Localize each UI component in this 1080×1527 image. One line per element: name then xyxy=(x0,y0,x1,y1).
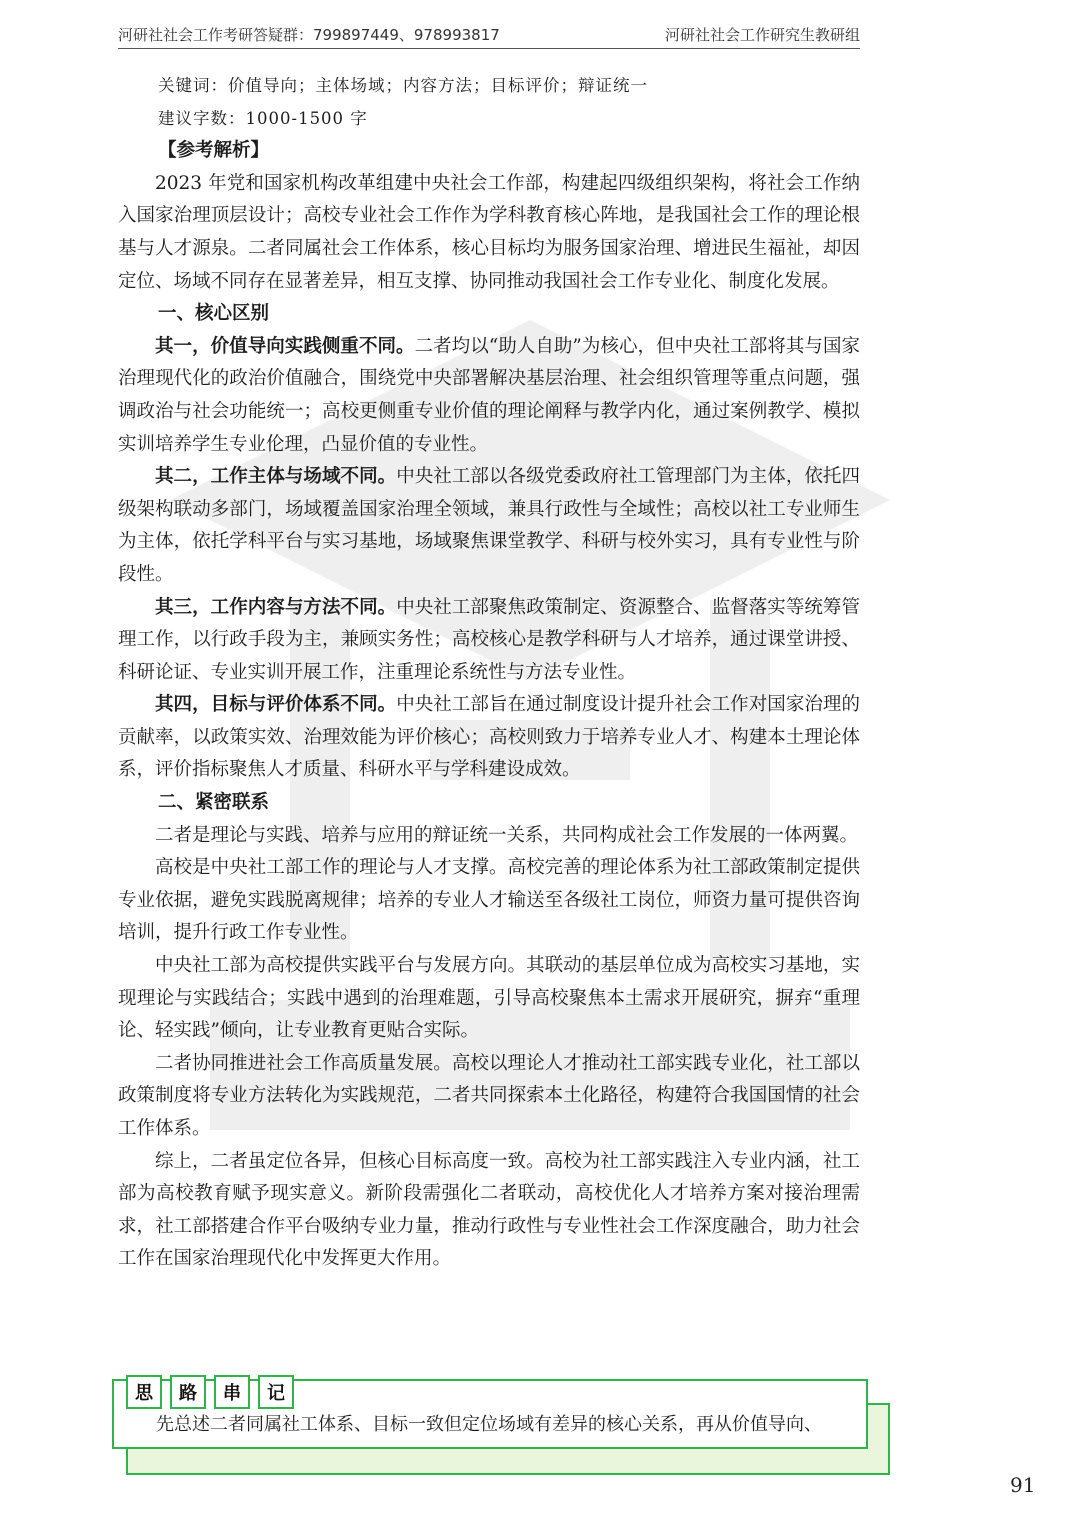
page-number: 91 xyxy=(1010,1473,1036,1497)
tag-char: 路 xyxy=(170,1375,206,1409)
point-lead: 其二，工作主体与场域不同。 xyxy=(155,466,397,488)
connection-paragraph: 二者协同推进社会工作高质量发展。高校以理论人才推动社工部实践专业化，社工部以政策制度将专业方法转化为实践规范，二者共同探索本土化路径，构建符合我国国情的社会工作体系。 xyxy=(118,1052,860,1139)
difference-point-4 xyxy=(118,689,860,787)
word-count-line: 建议字数：1000-1500 字 xyxy=(158,108,368,128)
main-content xyxy=(118,70,860,1276)
difference-point-2 xyxy=(118,461,860,591)
keywords-line: 关键词：价值导向；主体场域；内容方法；目标评价；辩证统一 xyxy=(158,76,648,95)
header-right-text: 河研社社会工作研究生教研组 xyxy=(664,26,860,44)
thinking-box xyxy=(112,1379,868,1449)
reference-analysis-title: 【参考解析】 xyxy=(158,140,270,162)
point-text: 中央社工部聚焦政策制定、资源整合、监督落实等统筹管理工作，以行政手段为主，兼顾实务性；高校核心是教学科研与人才培养，通过课堂讲授、科研论证、专业实训开展工作，注重理论系统性与方法专业性。 xyxy=(118,596,860,683)
conclusion-paragraph: 综上，二者虽定位各异，但核心目标高度一致。高校为社工部实践注入专业内涵，社工部为高校教育赋予现实意义。新阶段需强化二者联动，高校优化人才培养方案对接治理需求，社工部搭建合作平台吸纳专业力量，推动行政性与专业性社会工作深度融合，助力社会工作在国家治理现代化中发挥更大作用。 xyxy=(118,1150,860,1270)
tag-char: 记 xyxy=(258,1375,294,1409)
tag-char: 串 xyxy=(214,1375,250,1409)
section-title-connections: 二、紧密联系 xyxy=(158,792,270,814)
thinking-box-tags xyxy=(126,1375,294,1409)
section-title-differences: 一、核心区别 xyxy=(158,303,270,325)
difference-point-3 xyxy=(118,592,860,690)
connection-paragraph: 中央社工部为高校提供实践平台与发展方向。其联动的基层单位成为高校实习基地，实现理论与实践结合；实践中遇到的治理难题，引导高校聚焦本土需求开展研究，摒弃“重理论、轻实践”倾向，让专业教育更贴合实际。 xyxy=(118,955,860,1042)
intro-paragraph: 2023 年党和国家机构改革组建中央社会工作部，构建起四级组织架构，将社会工作纳入国家治理顶层设计；高校专业社会工作作为学科教育核心阵地，是我国社会工作的理论根基与人才源泉。二者同属社会工作体系，核心目标均为服务国家治理、增进民生福祉，却因定位、场域不同存在显著差异，相互支撑、协同推动我国社会工作专业化、制度化发展。 xyxy=(118,172,860,292)
point-text: 中央社工部以各级党委政府社工管理部门为主体，依托四级架构联动多部门，场域覆盖国家治理全领域，兼具行政性与全域性；高校以社工专业师生为主体，依托学科平台与实习基地，场域聚焦课堂教学、科研与校外实习，具有专业性与阶段性。 xyxy=(118,466,860,585)
point-lead: 其一，价值导向实践侧重不同。 xyxy=(155,335,415,357)
point-lead: 其三，工作内容与方法不同。 xyxy=(155,596,397,618)
connection-paragraph: 高校是中央社工部工作的理论与人才支撑。高校完善的理论体系为社工部政策制定提供专业依据，避免实践脱离规律；培养的专业人才输送至各级社工岗位，师资力量可提供咨询培训，提升行政工作专业性。 xyxy=(118,857,860,944)
connection-paragraph: 二者是理论与实践、培养与应用的辩证统一关系，共同构成社会工作发展的一体两翼。 xyxy=(155,824,859,846)
thinking-box-text: 先总述二者同属社工体系、目标一致但定位场域有差异的核心关系，再从价值导向、 xyxy=(156,1414,822,1435)
difference-point-1 xyxy=(118,331,860,461)
point-lead: 其四，目标与评价体系不同。 xyxy=(155,694,397,716)
header-left-text: 河研社社会工作考研答疑群：799897449、978993817 xyxy=(118,26,500,44)
tag-char: 思 xyxy=(126,1375,162,1409)
point-text: 中央社工部旨在通过制度设计提升社会工作对国家治理的贡献率，以政策实效、治理效能为评价核心；高校则致力于培养专业人才、构建本土理论体系，评价指标聚焦人才质量、科研水平与学科建设成效。 xyxy=(118,694,860,781)
point-text: 二者均以“助人自助”为核心，但中央社工部将其与国家治理现代化的政治价值融合，围绕党中央部署解决基层治理、社会组织管理等重点问题，强调政治与社会功能统一；高校更侧重专业价值的理论阐释与教学内化，通过案例教学、模拟实训培养学生专业伦理，凸显价值的专业性。 xyxy=(118,335,860,455)
page-header xyxy=(118,20,860,49)
